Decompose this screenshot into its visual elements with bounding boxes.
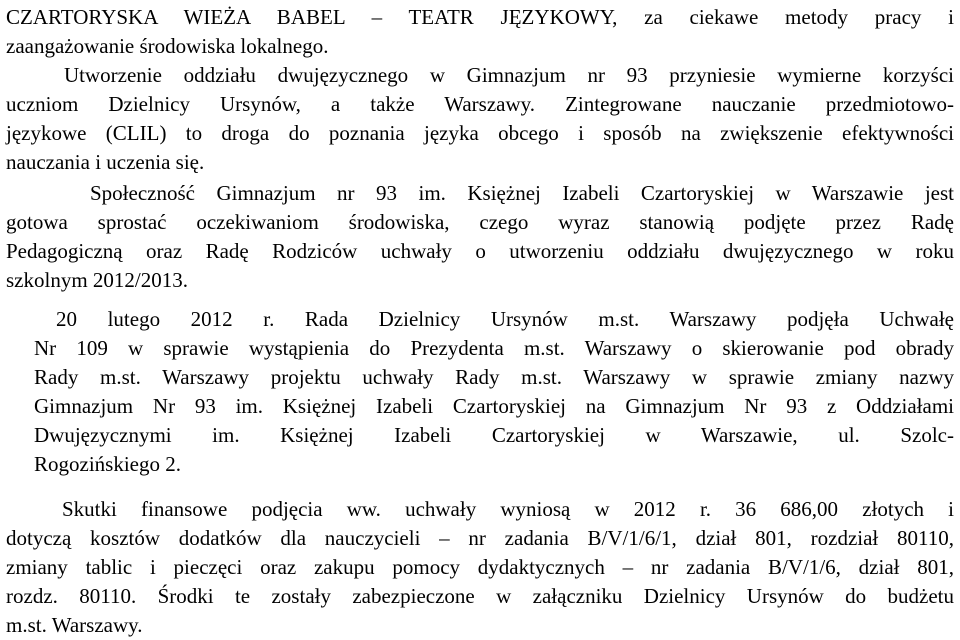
intro-line-1: CZARTORYSKA WIEŻA BABEL – TEATR JĘZYKOWY, za ciekawe metody pracy i xyxy=(6,5,954,29)
resolution-line-2: Nr 109 w sprawie wystąpienia do Prezydenta m.st. Warszawy o skierowanie pod obrady xyxy=(34,336,954,360)
paragraph-clil xyxy=(6,61,954,177)
resolution-line-1: 20 lutego 2012 r. Rada Dzielnicy Ursynów m.st. Warszawy podjęła Uchwałę xyxy=(56,307,954,331)
intro-line-2: zaangażowanie środowiska lokalnego. xyxy=(6,34,329,58)
finance-line-5: m.st. Warszawy. xyxy=(6,613,143,637)
finance-line-4: rozdz. 80110. Środki te zostały zabezpieczone w załączniku Dzielnicy Ursynów do budżetu xyxy=(6,584,954,608)
resolution-line-3: Rady m.st. Warszawy projektu uchwały Rady m.st. Warszawy w sprawie zmiany nazwy xyxy=(34,365,954,389)
finance-line-2: dotyczą kosztów dodatków dla nauczycieli – nr zadania B/V/1/6/1, dział 801, rozdział 80110, xyxy=(6,526,954,550)
clil-line-4: nauczania i uczenia się. xyxy=(6,150,205,174)
resolution-line-6: Rogozińskiego 2. xyxy=(34,452,181,476)
resolution-line-5: Dwujęzycznymi im. Księżnej Izabeli Czartoryskiej w Warszawie, ul. Szolc- xyxy=(34,423,954,447)
community-line-4: szkolnym 2012/2013. xyxy=(6,268,188,292)
community-line-1: Społeczność Gimnazjum nr 93 im. Księżnej Izabeli Czartoryskiej w Warszawie jest xyxy=(90,181,954,205)
resolution-line-4: Gimnazjum Nr 93 im. Księżnej Izabeli Czartoryskiej na Gimnazjum Nr 93 z Oddziałami xyxy=(34,394,954,418)
clil-line-2: uczniom Dzielnicy Ursynów, a także Warszawy. Zintegrowane nauczanie przedmiotowo- xyxy=(6,92,954,116)
clil-line-3: językowe (CLIL) to droga do poznania języka obcego i sposób na zwiększenie efektywności xyxy=(6,121,954,145)
finance-line-1: Skutki finansowe podjęcia ww. uchwały wyniosą w 2012 r. 36 686,00 złotych i xyxy=(62,497,954,521)
community-line-3: Pedagogiczną oraz Radę Rodziców uchwały o utworzeniu oddziału dwujęzycznego w roku xyxy=(6,239,954,263)
clil-line-1: Utworzenie oddziału dwujęzycznego w Gimnazjum nr 93 przyniesie wymierne korzyści xyxy=(64,63,954,87)
paragraph-resolution xyxy=(34,305,954,479)
document-body xyxy=(6,3,954,640)
finance-line-3: zmiany tablic i pieczęci oraz zakupu pomocy dydaktycznych – nr zadania B/V/1/6, dział 801, xyxy=(6,555,954,579)
community-line-2: gotowa sprostać oczekiwaniom środowiska, czego wyraz stanowią podjęte przez Radę xyxy=(6,210,954,234)
paragraph-community xyxy=(6,179,954,295)
intro-paragraph xyxy=(6,3,954,61)
paragraph-finance xyxy=(6,495,954,640)
